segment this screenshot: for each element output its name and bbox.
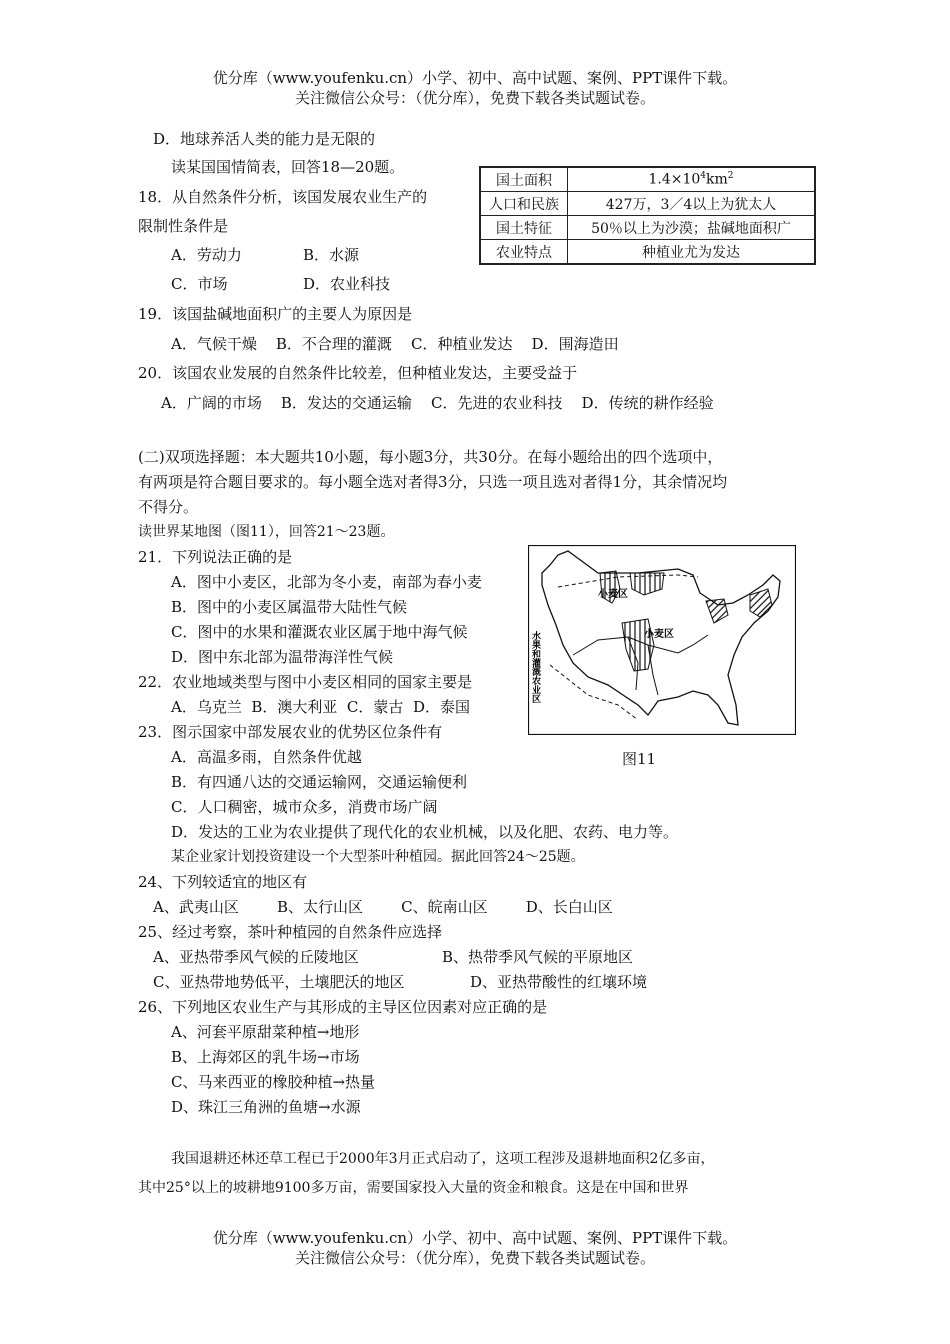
q19-options: A．气候干燥 B．不合理的灌溉 C．种植业发达 D．围海造田 [171,335,619,353]
q26-option-d: D、珠江三角洲的鱼塘→水源 [171,1098,361,1116]
q22-stem: 22．农业地域类型与图中小麦区相同的国家主要是 [138,673,473,691]
q25-option-d: D、亚热带酸性的红壤环境 [470,973,648,991]
us-agriculture-map [528,545,796,735]
q21-option-c: C．图中的水果和灌溉农业区属于地中海气候 [171,623,468,641]
passage-line-1: 我国退耕还林还草工程已于2000年3月正式启动了，这项工程涉及退耕地面积2亿多亩， [171,1151,715,1167]
q18-option-a: A．劳动力 [171,246,242,264]
table-value: 50％以上为沙漠；盐碱地面积广 [568,216,816,240]
q21-stem: 21．下列说法正确的是 [138,548,293,566]
q21-option-b: B．图中的小麦区属温带大陆性气候 [171,598,408,616]
footer-line-1: 优分库（www.youfenku.cn）小学、初中、高中试题、案例、PPT课件下载。 [212,1229,738,1247]
table-row [480,167,815,192]
q23-option-c: C．人口稠密，城市众多，消费市场广阔 [171,798,438,816]
label-wheat-1: 小麦区 [598,589,628,600]
table-row [480,240,815,265]
section2-intro-3: 不得分。 [138,498,199,516]
section2-intro-1: (二)双项选择题：本大题共10小题，每小题3分，共30分。在每小题给出的四个选项中， [138,448,723,466]
table-label: 农业特点 [480,240,568,265]
q25-option-c: C、亚热带地势低平，土壤肥沃的地区 [153,973,405,991]
q26-stem: 26、下列地区农业生产与其形成的主导区位因素对应正确的是 [138,998,548,1016]
q26-option-c: C、马来西亚的橡胶种植→热量 [171,1073,376,1091]
tea-intro: 某企业家计划投资建设一个大型茶叶种植园。据此回答24～25题。 [171,849,585,865]
footer-line-2: 关注微信公众号：（优分库），免费下载各类试题试卷。 [294,1249,655,1267]
map-intro: 读世界某地图（图11），回答21～23题。 [138,524,395,540]
q20-options: A．广阔的市场 B．发达的交通运输 C．先进的农业科技 D．传统的耕作经验 [161,394,714,412]
q23-option-d: D．发达的工业为农业提供了现代化的农业机械，以及化肥、农药、电力等。 [171,823,679,841]
table-label: 国土面积 [480,167,568,192]
q25-stem: 25、经过考察，茶叶种植园的自然条件应选择 [138,923,443,941]
q22-options: A．乌克兰 B．澳大利亚 C．蒙古 D．泰国 [171,698,470,716]
table-value: 427万，3／4以上为犹太人 [568,192,816,216]
country-info-table [479,166,816,265]
q18-option-c: C．市场 [171,275,228,293]
q24-stem: 24、下列较适宜的地区有 [138,873,308,891]
section2-intro-2: 有两项是符合题目要求的。每小题全选对者得3分，只选一项且选对者得1分，其余情况均 [138,473,728,491]
header-line-2: 关注微信公众号：（优分库），免费下载各类试题试卷。 [294,89,655,107]
q18-stem-cont: 限制性条件是 [138,217,229,235]
q19-stem: 19．该国盐碱地面积广的主要人为原因是 [138,305,413,323]
q17-option-d: D．地球养活人类的能力是无限的 [153,130,376,148]
q25-option-b: B、热带季风气候的平原地区 [442,948,634,966]
label-wheat-2: 小麦区 [644,629,674,640]
header-line-1: 优分库（www.youfenku.cn）小学、初中、高中试题、案例、PPT课件下载。 [212,69,738,87]
table-row [480,216,815,240]
q23-option-b: B．有四通八达的交通运输网，交通运输便利 [171,773,468,791]
q18-option-d: D．农业科技 [303,275,391,293]
table-label: 国土特征 [480,216,568,240]
table-value: $1.4\times 10^4km^2$ [568,167,816,192]
q18-stem: 18．从自然条件分析，该国发展农业生产的 [138,188,428,206]
q25-option-a: A、亚热带季风气候的丘陵地区 [153,948,359,966]
q21-option-d: D．图中东北部为温带海洋性气候 [171,648,394,666]
table-label: 人口和民族 [480,192,568,216]
q24-options: A、武夷山区 B、太行山区 C、皖南山区 D、长白山区 [153,898,613,916]
q21-option-a: A．图中小麦区，北部为冬小麦，南部为春小麦 [171,573,482,591]
q23-option-a: A．高温多雨，自然条件优越 [171,748,362,766]
q20-stem: 20．该国农业发展的自然条件比较差，但种植业发达，主要受益于 [138,364,578,382]
passage-line-2: 其中25°以上的坡耕地9100多万亩，需要国家投入大量的资金和粮食。这是在中国和世界 [138,1180,689,1196]
q26-option-a: A、河套平原甜菜种植→地形 [171,1023,360,1041]
table-intro: 读某国国情简表，回答18—20题。 [171,158,405,176]
label-fruit-irrigation: 水果和灌溉农业区 [531,631,541,703]
q23-stem: 23．图示国家中部发展农业的优势区位条件有 [138,723,443,741]
q26-option-b: B、上海郊区的乳牛场→市场 [171,1048,360,1066]
figure-caption: 图11 [622,750,657,768]
q18-option-b: B．水源 [303,246,360,264]
table-row [480,192,815,216]
table-value: 种植业尤为发达 [568,240,816,265]
